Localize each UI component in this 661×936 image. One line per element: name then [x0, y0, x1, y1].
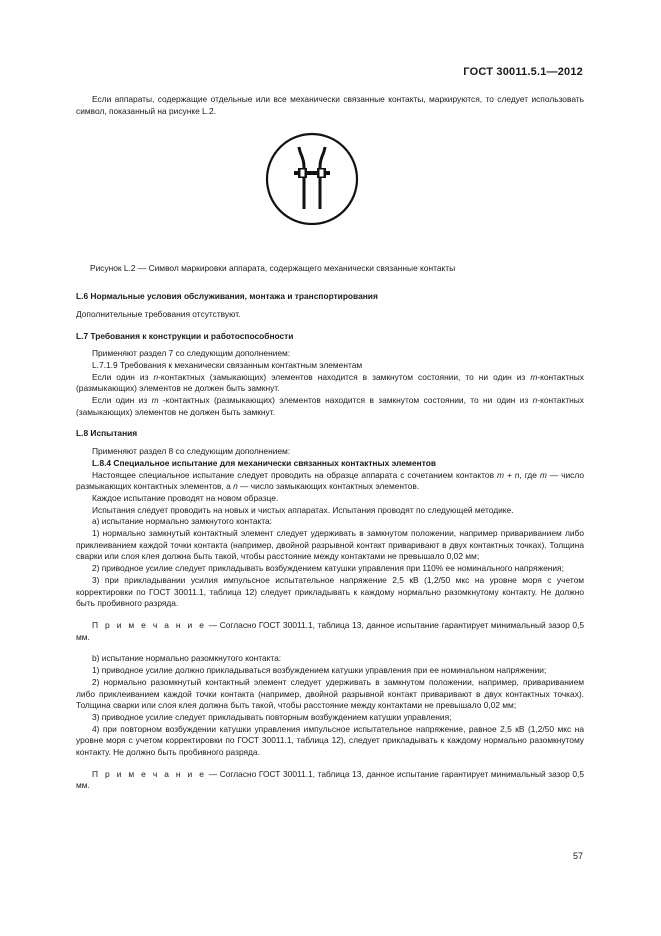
section-heading-l84: L.8.4 Специальное испытание для механически связанных контактных элементов: [92, 457, 436, 468]
document-body: [76, 94, 584, 792]
note-1: П р и м е ч а н и е — Согласно ГОСТ 30011.1, таблица 13, данное испытание гарантирует минимальный зазор 0,5 мм.: [76, 619, 584, 642]
page-number: 57: [572, 851, 583, 861]
test-a-step: 1) нормально замкнутый контактный элемент следует удерживать в замкнутом положении, например привариванием либо приклеиванием каждой точки контакта (например, двойной разрывной контакт приваривают в двух контактных точках). Толщина сварки или слоя клея должна быть такой, чтобы расстояние между контактами не превышало 0,02 мм;: [76, 528, 584, 562]
figure-caption: Рисунок L.2 — Символ маркировки аппарата, содержащего механически связанные контакты: [90, 263, 456, 274]
section-l8-paragraph: Применяют раздел 8 со следующим дополнением:: [92, 446, 291, 457]
section-l8-paragraph: Настоящее специальное испытание следует проводить на образце аппарата с сочетанием контактов m + n, где m — число размыкающих контактных элементов, а n — число замыкающих контактных элементов.: [76, 469, 585, 492]
intro-paragraph: Если аппараты, содержащие отдельные или все механически связанные контакты, маркируются, то следует использовать символ, показанный на рисунке L.2.: [76, 94, 584, 116]
figure-l2: [76, 131, 584, 259]
section-l6-text: Дополнительные требования отсутствуют.: [76, 308, 241, 319]
test-b-step: 1) приводное усилие должно прикладываться возбуждением катушки управления при ее номинальном напряжении;: [92, 665, 547, 676]
test-b-step: 4) при повторном возбуждении катушки управления импульсное испытательное напряжение, равное 2,5 кВ (1,2/50 мкс на уровне моря с учетом корректировки по ГОСТ 30011.1, таблица 12), следует прикладывать к каждому нормально разомкнутому контакту. Не должно быть пробивного разряда.: [76, 723, 584, 758]
section-heading-l7: L.7 Требования к конструкции и работоспособности: [76, 330, 294, 341]
test-a-step: 3) при прикладывании усилия импульсное испытательное напряжение 2,5 кВ (1,2/50 мкс на уровне моря с учетом корректировки по ГОСТ 30011.1, таблица 12) следует прикладывать к каждому нормально разомкнутому контакту. Не должно быть пробивного разряда.: [76, 574, 584, 609]
section-l7-paragraph: Если один из n-контактных (замыкающих) элементов находится в замкнутом состоянии, то ни один из m-контактных (размыкающих) элементов не должен быть замкнут.: [76, 371, 584, 394]
test-a-step: 2) приводное усилие следует прикладывать возбуждением катушки управления при 110% ее номинального напряжения;: [92, 563, 564, 574]
section-l8-paragraph: Испытания следует проводить на новых и чистых аппаратах. Испытания проводят по следующей методике.: [92, 504, 514, 515]
test-b-title: b) испытание нормально разомкнутого контакта:: [92, 653, 282, 664]
section-l7-paragraph: Применяют раздел 7 со следующим дополнением:: [92, 348, 291, 359]
test-b-step: 2) нормально разомкнутый контактный элемент следует удерживать в замкнутом положении, например, привариванием либо приклеиванием каждой точки контакта (например, двойной разрывной контакт приваривают в двух контактных точках). Толщина сварки или слоя клея должна быть такой, чтобы расстояние между контактами не превышало 0,02 мм;: [76, 676, 584, 711]
section-heading-l6: L.6 Нормальные условия обслуживания, монтажа и транспортирования: [76, 291, 378, 302]
section-heading-l8: L.8 Испытания: [76, 428, 138, 439]
section-l7-paragraph: Если один из m -контактных (размыкающих) элементов находится в замкнутом состоянии, то ни один из n-контактных (замыкающих) элементов не должен быть замкнут.: [76, 395, 584, 417]
mechanically-linked-contacts-symbol-icon: [264, 131, 360, 227]
section-l7-subclause: L.7.1.9 Требования к механически связанным контактным элементам: [92, 359, 363, 370]
section-l8-paragraph: Каждое испытание проводят на новом образце.: [92, 492, 279, 503]
test-a-title: а) испытание нормально замкнутого контакта:: [92, 516, 273, 527]
test-b-step: 3) приводное усилие следует прикладывать повторным возбуждением катушки управления;: [92, 711, 452, 722]
note-2: П р и м е ч а н и е — Согласно ГОСТ 30011.1, таблица 13, данное испытание гарантирует минимальный зазор 0,5 мм.: [76, 768, 584, 791]
document-code: ГОСТ 30011.5.1—2012: [463, 66, 583, 78]
